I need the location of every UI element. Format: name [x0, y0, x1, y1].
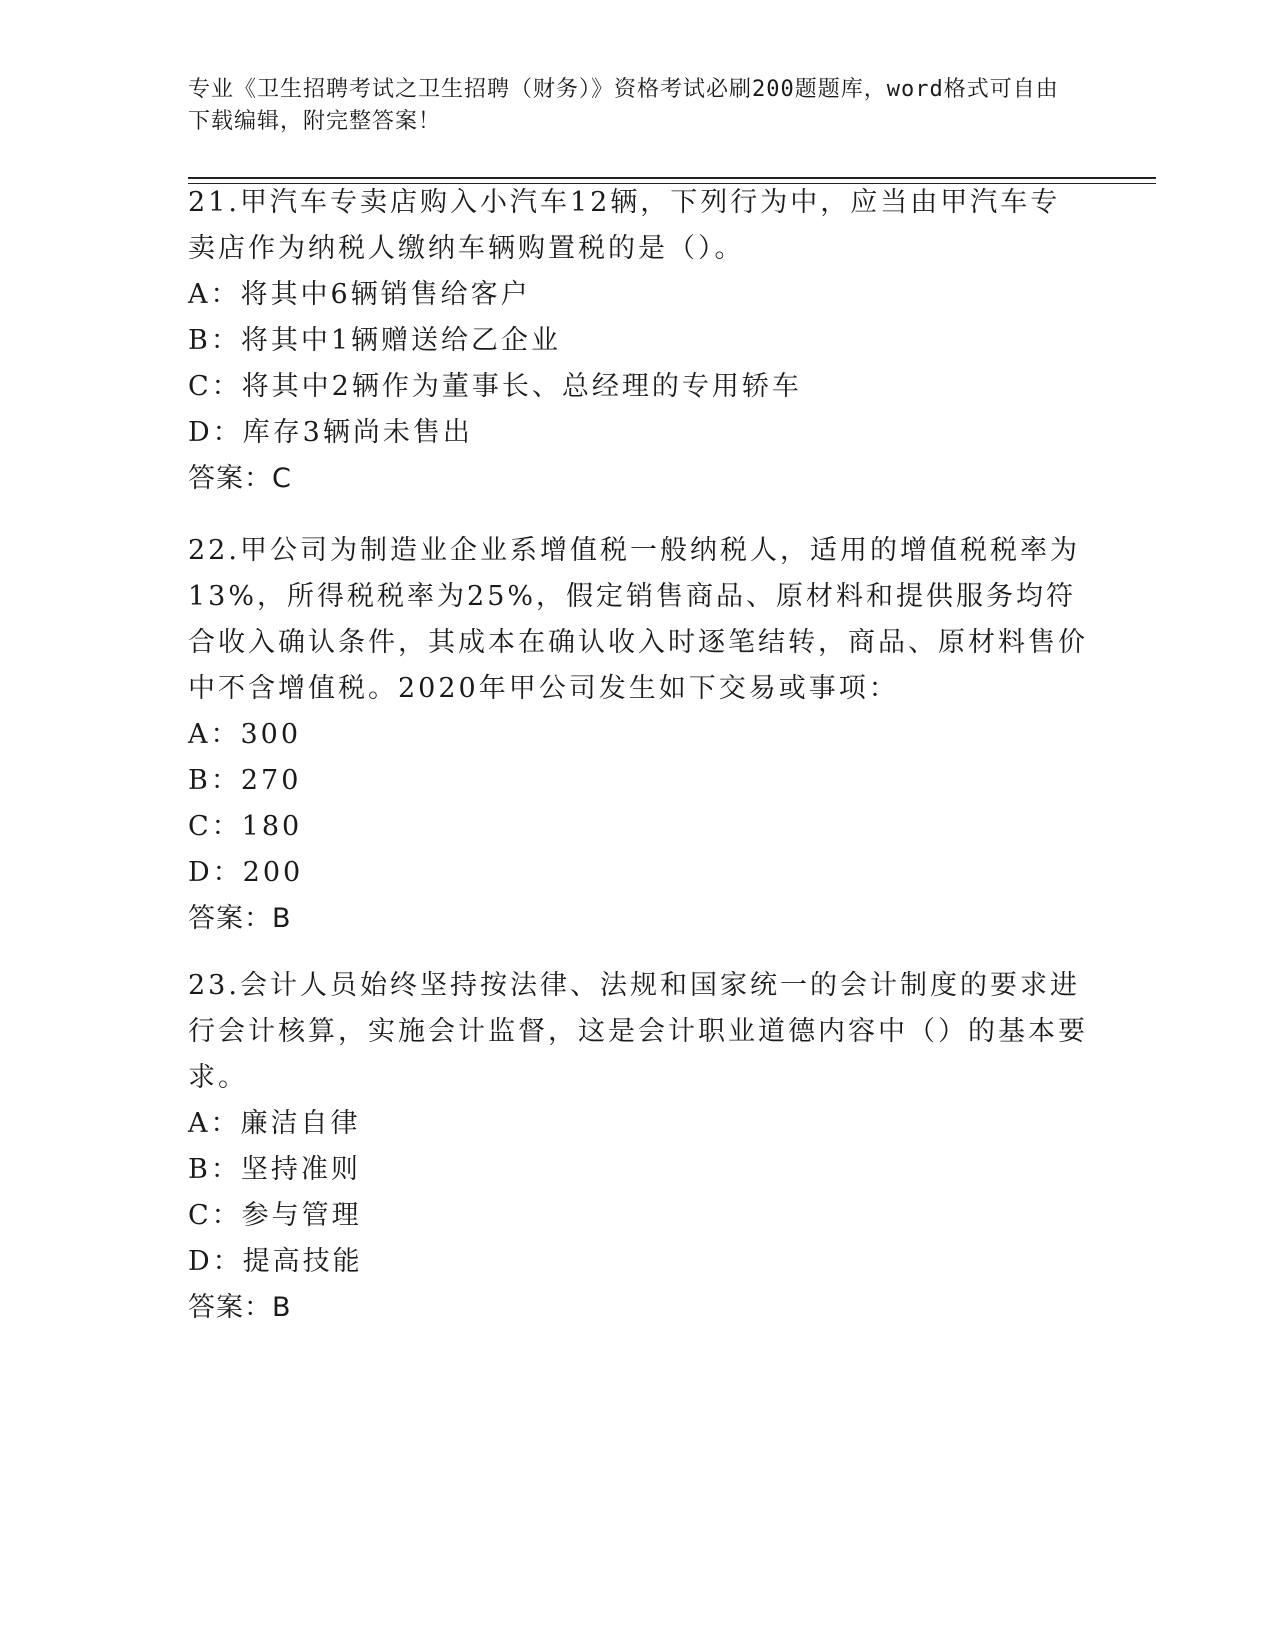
option-c: C：参与管理	[188, 1200, 362, 1231]
option-b: B：270	[188, 765, 302, 796]
header-divider-thick	[188, 177, 1156, 179]
document-header: 专业《卫生招聘考试之卫生招聘（财务）》资格考试必刷200题题库，word格式可自由下载编辑，附完整答案！	[188, 77, 1059, 134]
option-d: D：提高技能	[188, 1246, 363, 1277]
question-stem: 23.会计人员始终坚持按法律、法规和国家统一的会计制度的要求进行会计核算，实施会计监督，这是会计职业道德内容中（）的基本要求。	[188, 970, 1088, 1093]
option-a: A：廉洁自律	[188, 1108, 361, 1139]
answer-label: 答案：B	[188, 903, 292, 934]
option-c: C：180	[188, 811, 303, 842]
answer-label: 答案：C	[188, 463, 292, 494]
option-b: B：坚持准则	[188, 1154, 361, 1185]
option-a: A：300	[188, 719, 302, 750]
option-b: B：将其中1辆赠送给乙企业	[188, 325, 562, 356]
option-a: A：将其中6辆销售给客户	[188, 279, 531, 310]
question-block	[188, 528, 1088, 942]
question-stem: 21.甲汽车专卖店购入小汽车12辆，下列行为中，应当由甲汽车专卖店作为纳税人缴纳车辆购置税的是（）。	[188, 187, 1061, 264]
option-c: C：将其中2辆作为董事长、总经理的专用轿车	[188, 371, 802, 402]
question-block	[188, 180, 1088, 502]
option-d: D：库存3辆尚未售出	[188, 417, 473, 448]
answer-label: 答案：B	[188, 1292, 292, 1323]
option-d: D：200	[188, 857, 304, 888]
question-stem: 22.甲公司为制造业企业系增值税一般纳税人，适用的增值税税率为13%，所得税税率为25%，假定销售商品、原材料和提供服务均符合收入确认条件，其成本在确认收入时逐笔结转，商品、原材料售价中不含增值税。2020年甲公司发生如下交易或事项：	[188, 535, 1088, 704]
question-block	[188, 963, 1088, 1331]
